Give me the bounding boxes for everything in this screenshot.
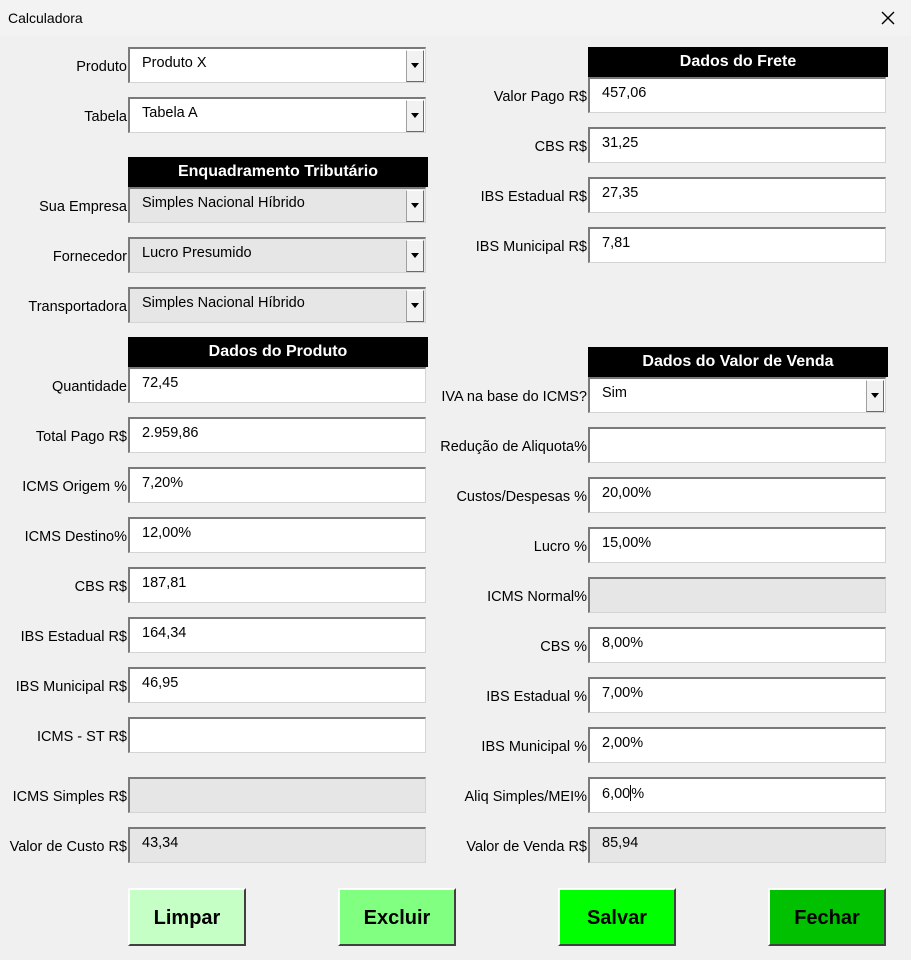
frete-ibs-municipal-input[interactable]: 7,81 <box>588 227 886 263</box>
produto-ibs-municipal-label: IBS Municipal R$ <box>15 679 127 695</box>
produto-label: Produto <box>76 59 127 75</box>
venda-cbs-label: CBS % <box>540 639 587 655</box>
valor-venda-field: 85,94 <box>588 827 886 863</box>
fornecedor-select[interactable] <box>128 237 426 273</box>
total-pago-label: Total Pago R$ <box>35 429 127 445</box>
venda-ibs-estadual-input[interactable]: 7,00% <box>588 677 886 713</box>
fechar-button[interactable]: Fechar <box>768 888 886 946</box>
produto-ibs-estadual-input[interactable]: 164,34 <box>128 617 426 653</box>
tabela-select[interactable] <box>128 97 426 133</box>
iva-label: IVA na base do ICMS? <box>441 389 587 405</box>
icms-normal-field <box>588 577 886 613</box>
iva-value: Sim <box>602 385 627 401</box>
window-title: Calculadora <box>8 10 83 26</box>
frete-ibs-municipal-label: IBS Municipal R$ <box>475 239 587 255</box>
quantidade-label: Quantidade <box>52 379 127 395</box>
produto-dropdown-button[interactable] <box>406 50 424 82</box>
icms-simples-field <box>128 777 426 813</box>
chevron-down-icon <box>411 253 419 259</box>
empresa-select[interactable] <box>128 187 426 223</box>
close-button[interactable] <box>865 0 911 36</box>
frete-ibs-estadual-input[interactable]: 27,35 <box>588 177 886 213</box>
title-bar <box>0 0 911 36</box>
dados-produto-header: Dados do Produto <box>128 337 428 367</box>
fornecedor-value: Lucro Presumido <box>142 245 252 261</box>
reducao-label: Redução de Aliquota% <box>440 439 587 455</box>
tabela-value: Tabela A <box>142 105 198 121</box>
excluir-button[interactable]: Excluir <box>338 888 456 946</box>
icms-destino-label: ICMS Destino% <box>24 529 127 545</box>
icms-origem-input[interactable]: 7,20% <box>128 467 426 503</box>
produto-cbs-label: CBS R$ <box>74 579 127 595</box>
tabela-dropdown-button[interactable] <box>406 100 424 132</box>
produto-ibs-municipal-input[interactable]: 46,95 <box>128 667 426 703</box>
custos-label: Custos/Despesas % <box>456 489 587 505</box>
empresa-label: Sua Empresa <box>39 199 127 215</box>
icms-st-label: ICMS - ST R$ <box>37 729 127 745</box>
chevron-down-icon <box>411 203 419 209</box>
close-icon <box>881 11 895 25</box>
frete-ibs-estadual-label: IBS Estadual R$ <box>480 189 587 205</box>
chevron-down-icon <box>411 303 419 309</box>
iva-dropdown-button[interactable] <box>866 380 884 412</box>
icms-origem-label: ICMS Origem % <box>22 479 127 495</box>
salvar-button[interactable]: Salvar <box>558 888 676 946</box>
produto-ibs-estadual-label: IBS Estadual R$ <box>20 629 127 645</box>
dados-frete-header: Dados do Frete <box>588 47 888 77</box>
enquadramento-header: Enquadramento Tributário <box>128 157 428 187</box>
chevron-down-icon <box>411 113 419 119</box>
tabela-label: Tabela <box>84 109 127 125</box>
frete-valor-label: Valor Pago R$ <box>493 89 587 105</box>
transportadora-label: Transportadora <box>28 299 127 315</box>
aliq-value-after-caret: % <box>631 786 645 802</box>
total-pago-input[interactable]: 2.959,86 <box>128 417 426 453</box>
frete-valor-input[interactable]: 457,06 <box>588 77 886 113</box>
venda-ibs-municipal-input[interactable]: 2,00% <box>588 727 886 763</box>
venda-ibs-municipal-label: IBS Municipal % <box>481 739 587 755</box>
limpar-button[interactable]: Limpar <box>128 888 246 946</box>
transportadora-value: Simples Nacional Híbrido <box>142 295 305 311</box>
aliq-simples-input[interactable] <box>588 777 886 813</box>
chevron-down-icon <box>871 393 879 399</box>
custos-input[interactable]: 20,00% <box>588 477 886 513</box>
produto-cbs-input[interactable]: 187,81 <box>128 567 426 603</box>
transportadora-select[interactable] <box>128 287 426 323</box>
produto-value: Produto X <box>142 55 207 71</box>
aliq-simples-label: Aliq Simples/MEI% <box>464 789 587 805</box>
icms-normal-label: ICMS Normal% <box>487 589 587 605</box>
venda-cbs-input[interactable]: 8,00% <box>588 627 886 663</box>
valor-custo-label: Valor de Custo R$ <box>9 839 127 855</box>
produto-select[interactable] <box>128 47 426 83</box>
icms-destino-input[interactable]: 12,00% <box>128 517 426 553</box>
empresa-dropdown-button[interactable] <box>406 190 424 222</box>
chevron-down-icon <box>411 63 419 69</box>
lucro-label: Lucro % <box>533 539 587 555</box>
fornecedor-dropdown-button[interactable] <box>406 240 424 272</box>
frete-cbs-label: CBS R$ <box>534 139 587 155</box>
icms-simples-label: ICMS Simples R$ <box>12 789 127 805</box>
aliq-value-before-caret: 6,00 <box>602 786 631 802</box>
reducao-input[interactable] <box>588 427 886 463</box>
frete-cbs-input[interactable]: 31,25 <box>588 127 886 163</box>
quantidade-input[interactable]: 72,45 <box>128 367 426 403</box>
iva-select[interactable] <box>588 377 886 413</box>
icms-st-input[interactable] <box>128 717 426 753</box>
dados-venda-header: Dados do Valor de Venda <box>588 347 888 377</box>
valor-venda-label: Valor de Venda R$ <box>466 839 587 855</box>
fornecedor-label: Fornecedor <box>52 249 127 265</box>
valor-custo-field: 43,34 <box>128 827 426 863</box>
lucro-input[interactable]: 15,00% <box>588 527 886 563</box>
venda-ibs-estadual-label: IBS Estadual % <box>486 689 587 705</box>
empresa-value: Simples Nacional Híbrido <box>142 195 305 211</box>
transportadora-dropdown-button[interactable] <box>406 290 424 322</box>
